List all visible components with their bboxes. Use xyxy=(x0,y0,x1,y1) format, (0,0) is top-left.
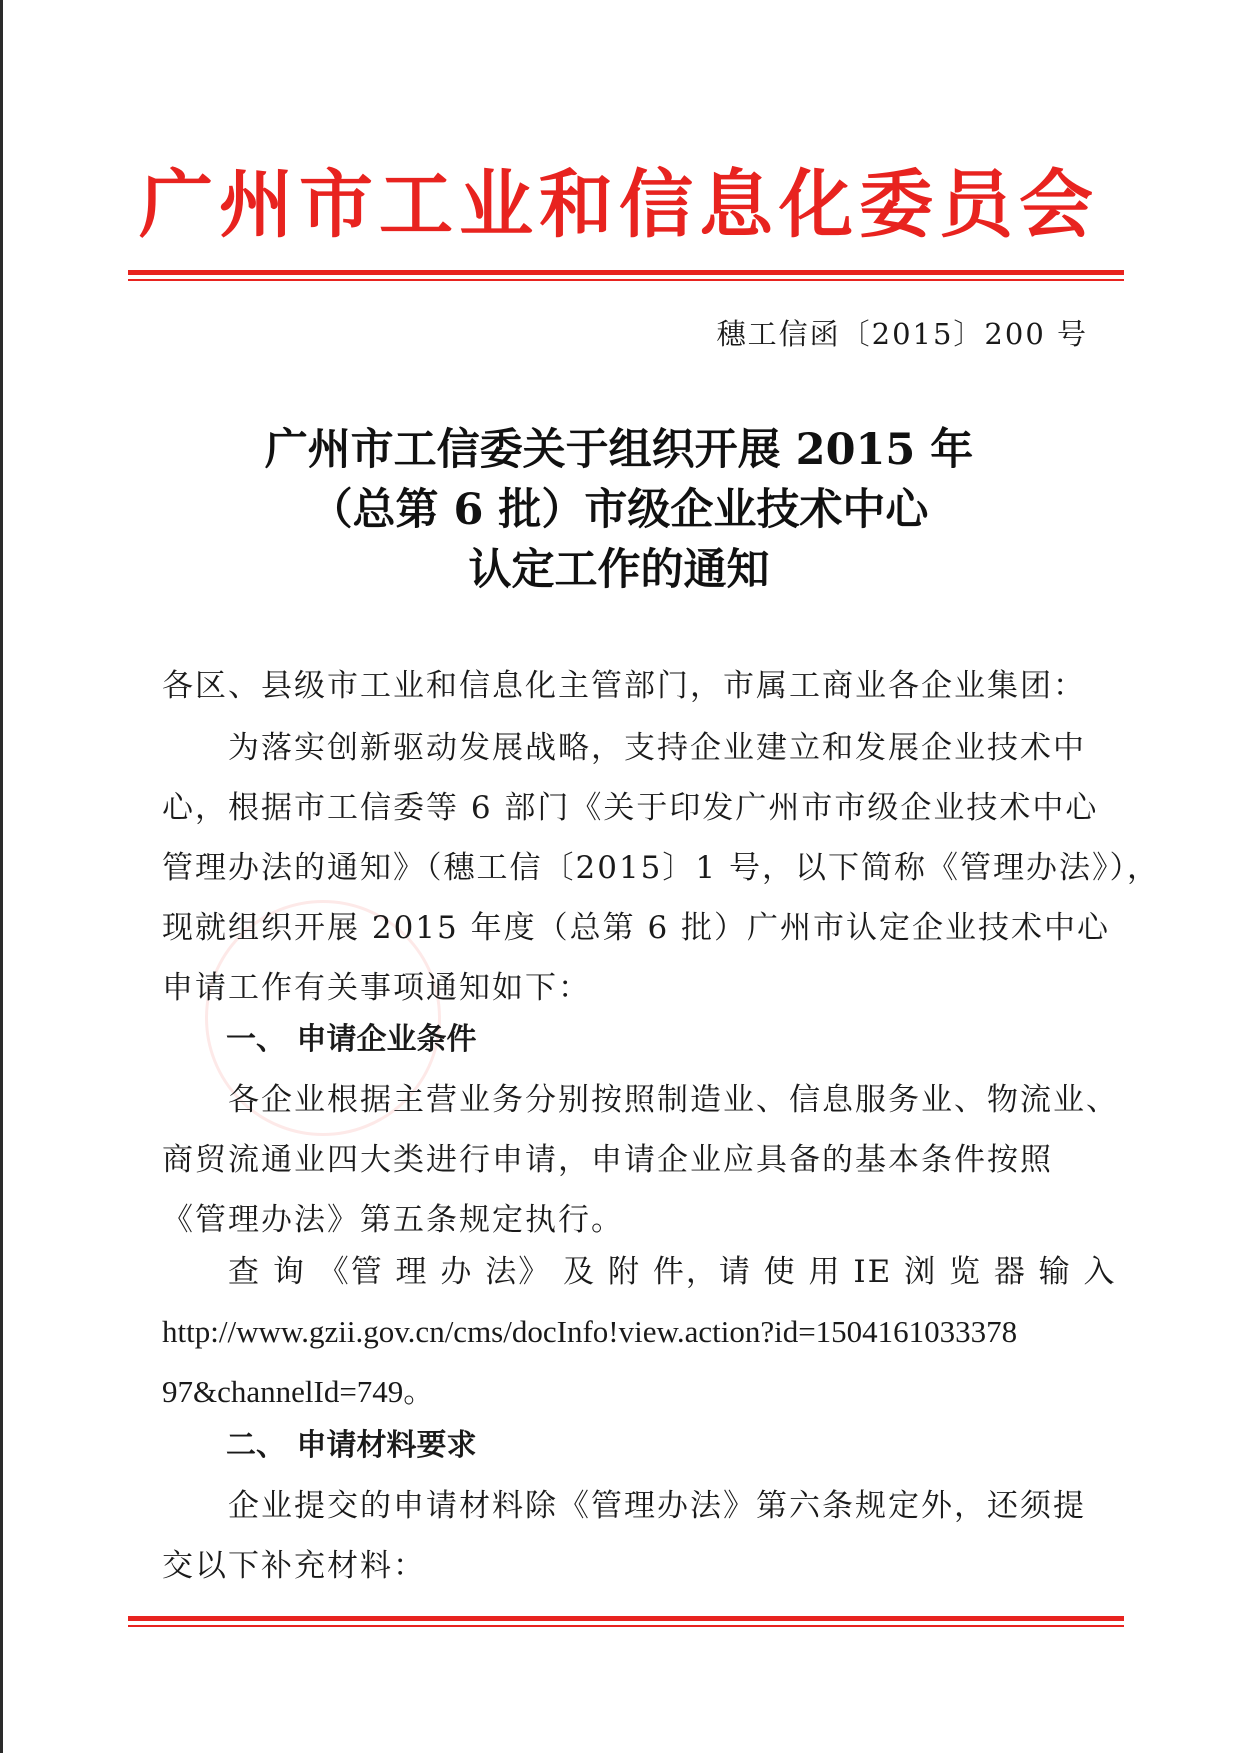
section-1-line: 商贸流通业四大类进行申请，申请企业应具备的基本条件按照 xyxy=(162,1142,1053,1178)
title-line-2: （总第 6 批）市级企业技术中心 xyxy=(309,485,929,535)
intro-line: 为落实创新驱动发展战略，支持企业建立和发展企业技术中 xyxy=(162,730,1086,766)
section-2-heading: 二、 申请材料要求 xyxy=(226,1428,477,1463)
query-url-end: 97&channelId=749。 xyxy=(162,1374,435,1409)
intro-line: 申请工作有关事项通知如下： xyxy=(162,970,591,1006)
letterhead-rule-thick xyxy=(128,270,1124,275)
scan-edge xyxy=(0,0,3,1753)
section-1-heading: 一、 申请企业条件 xyxy=(226,1022,477,1057)
section-2-line: 交以下补充材料： xyxy=(162,1548,426,1584)
section-1-line: 各企业根据主营业务分别按照制造业、信息服务业、物流业、 xyxy=(162,1082,1119,1118)
title-line-3: 认定工作的通知 xyxy=(468,545,770,595)
section-1-line: 《管理办法》第五条规定执行。 xyxy=(162,1202,624,1238)
intro-line: 管理办法的通知》（穗工信〔2015〕1 号，以下简称《管理办法》）， xyxy=(162,850,1160,886)
intro-line: 现就组织开展 2015 年度（总第 6 批）广州市认定企业技术中心 xyxy=(162,910,1111,946)
query-line: 查 询 《管 理 办 法》 及 附 件，请 使 用 IE 浏 览 器 输 入 xyxy=(162,1254,1117,1290)
footer-rule-thick xyxy=(128,1616,1124,1621)
query-url: http://www.gzii.gov.cn/cms/docInfo!view.action?id=1504161033378 xyxy=(162,1314,1018,1349)
section-2-line: 企业提交的申请材料除《管理办法》第六条规定外，还须提 xyxy=(162,1488,1086,1524)
intro-line: 心，根据市工信委等 6 部门《关于印发广州市市级企业技术中心 xyxy=(162,790,1099,826)
agency-letterhead: 广州市工业和信息化委员会 xyxy=(139,162,1099,248)
document-number: 穗工信函〔2015〕200 号 xyxy=(716,317,1088,351)
letterhead-rule-thin xyxy=(128,279,1124,281)
footer-rule-thin xyxy=(128,1625,1124,1627)
title-line-1: 广州市工信委关于组织开展 2015 年 xyxy=(264,425,974,475)
addressee: 各区、县级市工业和信息化主管部门，市属工商业各企业集团： xyxy=(162,668,1086,704)
